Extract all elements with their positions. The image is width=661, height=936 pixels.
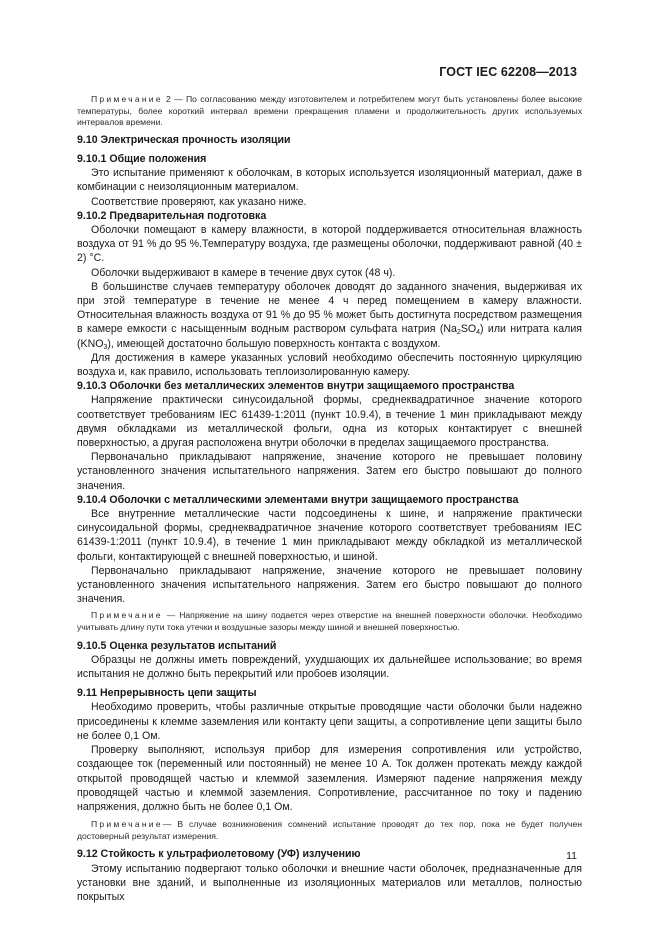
section-9-10-4-paragraph-2: Первоначально прикладывают напряжение, значение которого не превышает половину установленного значения испытательного напряжения. Затем его быстро повышают до полного значения. — [77, 564, 582, 606]
note-label: Примечание — [91, 610, 163, 621]
section-9-10-2-paragraph-4: Для достижения в камере указанных условий необходимо обеспечить постоянную циркуляцию воздуха и, как правило, использовать теплоизолированную камеру. — [77, 351, 582, 379]
section-9-10-5-paragraph-1: Образцы не должны иметь повреждений, ухудшающих их дальнейшее использование; во время испытания не должно быть перекрытий или пробоев изоляции. — [77, 653, 582, 681]
section-9-10-3-heading: 9.10.3 Оболочки без металлических элементов внутри защищаемого пространства — [77, 380, 515, 393]
note-label: Примечание — [91, 819, 163, 830]
section-9-10-4-heading: 9.10.4 Оболочки с металлическими элементами внутри защищаемого пространства — [77, 493, 519, 506]
section-9-11-paragraph-2: Проверку выполняют, используя прибор для измерения сопротивления или устройство, создающее ток (переменный или постоянный) не менее 10 А. Ток должен протекать между каждой открытой проводящей частью и клеммой заземления. Измеряют падение напряжения между проводящей частью и клеммой заземления. Сопротивление, рассчитанное по току и падению напряжения, должно быть не более 0,1 Ом. — [77, 744, 582, 813]
chem-text-d: ), имеющей достаточно большую поверхность контакта с воздухом. — [107, 337, 441, 350]
chem-text-b: SO — [460, 323, 477, 336]
section-9-10-1-heading: 9.10.1 Общие положения — [77, 152, 207, 165]
note-2 — [77, 94, 582, 129]
section-9-10-3-paragraph-2: Первоначально прикладывают напряжение, значение которого не превышает половину установленного значения испытательного напряжения. Затем его быстро повышают до полного значения. — [77, 451, 582, 492]
section-9-12-paragraph-1: Этому испытанию подвергают только оболочки и внешние части оболочек, предназначенные для установки вне зданий, и выполненные из изоляционных материалов или металлов, полностью покрытых — [77, 862, 582, 903]
section-9-10-4-paragraph-1: Все внутренние металлические части подсоединены к шине, и напряжение практически синусоидальной формы, среднеквадратичное значение которого соответствует требованиям IEC 61439-1:2011 (пункт 10.9.4), в течение 1 мин прикладывают между обкладкой из металлической фольги, контактирующей с внешней поверхностью, и шиной. — [77, 508, 582, 563]
document-id-header: ГОСТ IEC 62208—2013 — [439, 65, 577, 79]
note-text: — Напряжение на шину подается через отверстие на внешней поверхности оболочки. Необходимо учитывать длину пути тока утечки и воздушные зазоры между шиной и внешней поверхностью. — [77, 610, 582, 633]
section-9-10-5-heading: 9.10.5 Оценка результатов испытаний — [77, 639, 277, 652]
page-number: 11 — [566, 850, 577, 862]
document-body — [77, 94, 582, 904]
chem-text-c: ) или нитрата калия (KNO — [77, 323, 582, 350]
note-text: 2 — По согласованию между изготовителем и потребителем могут быть установлены более высокие температуры, более короткий интервал времени прекращения пламени и продолжительность других используемых интервалов времени. — [77, 94, 582, 128]
section-9-10-2-paragraph-1: Оболочки помещают в камеру влажности, в которой поддерживается относительная влажность воздуха от 91 % до 95 %.Температуру воздуха, где размещены оболочки, поддерживают равной (40 ± 2) °С. — [77, 224, 582, 265]
section-9-10-2-paragraph-2: Оболочки выдерживают в камере в течение двух суток (48 ч). — [91, 266, 396, 279]
section-9-10-3-paragraph-1: Напряжение практически синусоидальной формы, среднеквадратичное значение которого соответствует требованиям IEC 61439-1:2011 (пункт 10.9.4), в течение 1 мин прикладывают между двумя обкладками из металлической фольги, одна из которых контактирует с внешней поверхностью, а другая расположена внутри оболочки в пределах защищаемого пространства. — [77, 394, 582, 450]
subscript-3: 3 — [103, 343, 108, 351]
section-9-11-paragraph-1: Необходимо проверить, чтобы различные открытые проводящие части оболочки были надежно присоединены к клемме заземления или контакту цепи защиты, а сопротивление цепи защиты было не более 0,1 Ом. — [77, 701, 582, 742]
note-text: — В случае возникновения сомнений испытание проводят до тех пор, пока не будет получен достоверный результат измерения. — [77, 819, 582, 841]
section-9-10-1-paragraph-1: Это испытание применяют к оболочкам, в которых используется изоляционный материал, даже в комбинации с неизоляционным материалом. — [77, 167, 582, 194]
section-9-10-1-paragraph-2: Соответствие проверяют, как указано ниже. — [91, 195, 307, 208]
note-9-10-4 — [77, 610, 582, 633]
section-9-12-heading: 9.12 Стойкость к ультрафиолетовому (УФ) излучению — [77, 848, 361, 861]
section-9-10-2-heading: 9.10.2 Предварительная подготовка — [77, 209, 267, 222]
section-9-10-2-paragraph-3 — [77, 280, 582, 351]
chem-text-a: В большинстве случаев температуру оболочек доводят до заданного значения, выдерживая их при этой температуре в течение не менее 4 ч перед помещением в камеру влажности. Относительная влажность воздуха от 91 % до 95 % может быть достигнута посредством размещения в камере емкости с насыщенным водным раствором сульфата натрия (Na — [77, 280, 582, 336]
subscript-4: 4 — [476, 329, 481, 337]
note-9-11 — [77, 819, 582, 842]
subscript-2: 2 — [456, 329, 461, 337]
section-9-11-heading: 9.11 Непрерывность цепи защиты — [77, 687, 257, 700]
note-label: Примечание — [91, 94, 163, 104]
section-9-10-heading: 9.10 Электрическая прочность изоляции — [77, 133, 291, 146]
